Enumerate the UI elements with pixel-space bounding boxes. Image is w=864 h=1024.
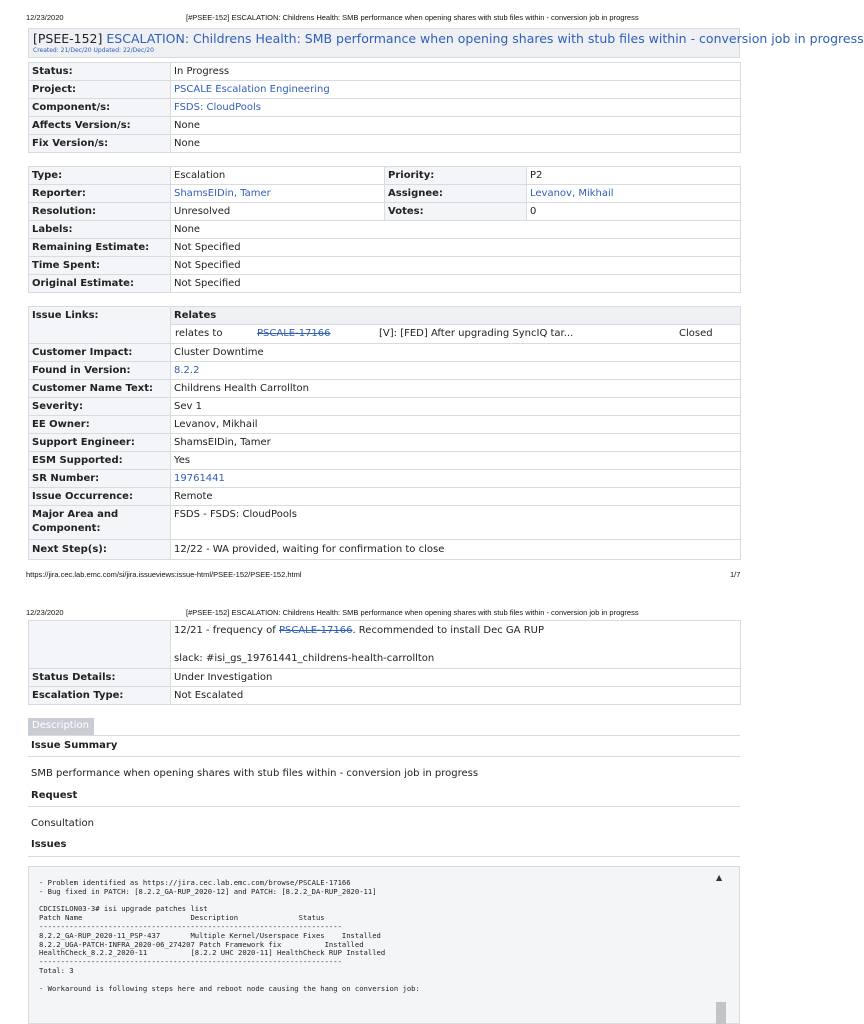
- field-label: Project:: [29, 81, 171, 99]
- severity-label: Severity:: [29, 398, 171, 416]
- next-steps-prefix: 12/21 - frequency of: [174, 625, 279, 636]
- esm-supported-value: Yes: [171, 452, 741, 470]
- custom-fields-table: [28, 306, 741, 560]
- reporter-label: Reporter:: [29, 185, 171, 203]
- linked-issue-summary: [V]: [FED] After upgrading SyncIQ tar...: [379, 328, 574, 339]
- votes-label: Votes:: [385, 203, 527, 221]
- print-title: [#PSEE-152] ESCALATION: Childrens Health: SMB performance when opening shares with stub files within - conversion job in progress: [186, 13, 639, 22]
- issue-occurrence-value: Remote: [171, 488, 741, 506]
- resolution-label: Resolution:: [29, 203, 171, 221]
- next-steps-line: [174, 625, 544, 636]
- next-steps-continued-label: [29, 621, 171, 669]
- esm-supported-label: ESM Supported:: [29, 452, 171, 470]
- field-label: Status:: [29, 63, 171, 81]
- support-engineer-value: ShamsEIDin, Tamer: [171, 434, 741, 452]
- field-label: Affects Version/s:: [29, 117, 171, 135]
- found-in-version-label: Found in Version:: [29, 362, 171, 380]
- issue-title: [33, 31, 864, 46]
- print-date-2: 12/23/2020: [26, 608, 64, 617]
- issues-heading: Issues: [31, 839, 67, 850]
- time-spent-value: Not Specified: [171, 257, 741, 275]
- issue-key: [PSEE-152]: [33, 31, 103, 46]
- relates-heading: Relates: [171, 307, 741, 325]
- major-area-value: FSDS - FSDS: CloudPools: [171, 506, 741, 540]
- description-tab: Description: [28, 718, 94, 735]
- linked-issue-status: Closed: [679, 328, 713, 339]
- time-spent-label: Time Spent:: [29, 257, 171, 275]
- escalation-type-label: Escalation Type:: [29, 687, 171, 705]
- customer-impact-value: Cluster Downtime: [171, 344, 741, 362]
- votes-value: 0: [527, 203, 741, 221]
- project-link[interactable]: PSCALE Escalation Engineering: [174, 84, 330, 95]
- issue-summary-divider: [28, 756, 740, 757]
- found-in-version-link[interactable]: 8.2.2: [174, 365, 200, 376]
- issue-summary-link[interactable]: ESCALATION: Childrens Health: SMB performance when opening shares with stub files within - conversion job in progress: [106, 31, 864, 46]
- created-updated: Created: 21/Dec/20 Updated: 22/Dec/20: [33, 47, 154, 54]
- field-row-component: [29, 99, 741, 117]
- continued-fields-table: [28, 620, 741, 705]
- top-fields-table: [28, 62, 741, 153]
- assignee-link[interactable]: Levanov, Mikhail: [530, 188, 614, 199]
- affects-version-value: None: [171, 117, 741, 135]
- scroll-up-arrow-icon[interactable]: ▲: [716, 873, 723, 882]
- issues-divider: [28, 856, 740, 857]
- field-label: Fix Version/s:: [29, 135, 171, 153]
- support-engineer-label: Support Engineer:: [29, 434, 171, 452]
- sr-number-label: SR Number:: [29, 470, 171, 488]
- next-steps-suffix: . Recommended to install Dec GA RUP: [352, 625, 545, 636]
- priority-label: Priority:: [385, 167, 527, 185]
- next-steps-continued-value: [171, 621, 741, 669]
- resolution-value: Unresolved: [171, 203, 385, 221]
- print-url: https://jira.cec.lab.emc.com/si/jira.issueviews:issue-html/PSEE-152/PSEE-152.html: [26, 570, 302, 579]
- status-value: In Progress: [171, 63, 741, 81]
- scrollbar-thumb[interactable]: [716, 1002, 726, 1024]
- page-number: 1/7: [730, 570, 741, 579]
- field-row-fix-version: [29, 135, 741, 153]
- print-title-2: [#PSEE-152] ESCALATION: Childrens Health: SMB performance when opening shares with stub files within - conversion job in progress: [186, 608, 639, 617]
- ee-owner-value: Levanov, Mikhail: [171, 416, 741, 434]
- escalation-type-value: Not Escalated: [171, 687, 741, 705]
- field-row-project: [29, 81, 741, 99]
- frequency-issue-link[interactable]: PSCALE-17166: [278, 625, 353, 636]
- status-details-value: Under Investigation: [171, 669, 741, 687]
- link-row: [171, 325, 741, 344]
- slack-channel: slack: #isi_gs_19761441_childrens-health-carrollton: [174, 653, 435, 664]
- ee-owner-label: EE Owner:: [29, 416, 171, 434]
- request-divider: [28, 806, 740, 807]
- issue-summary-text: SMB performance when opening shares with stub files within - conversion job in progress: [31, 768, 479, 779]
- issue-title-box: [28, 28, 864, 58]
- customer-name-label: Customer Name Text:: [29, 380, 171, 398]
- labels-label: Labels:: [29, 221, 171, 239]
- field-row-affects-version: [29, 117, 741, 135]
- component-link[interactable]: FSDS: CloudPools: [174, 102, 261, 113]
- request-text: Consultation: [31, 818, 94, 829]
- issue-links-label: Issue Links:: [29, 307, 171, 344]
- reporter-link[interactable]: ShamsEIDin, Tamer: [174, 188, 271, 199]
- assignee-label: Assignee:: [385, 185, 527, 203]
- next-steps-value: 12/22 - WA provided, waiting for confirmation to close: [171, 540, 741, 560]
- sr-number-link[interactable]: 19761441: [174, 473, 225, 484]
- status-details-label: Status Details:: [29, 669, 171, 687]
- original-estimate-value: Not Specified: [171, 275, 741, 293]
- type-label: Type:: [29, 167, 171, 185]
- code-text: - Problem identified as https://jira.cec.lab.emc.com/browse/PSCALE-17166 - Bug fixed in PATCH: [8.2.2_GA-RUP_2020-12] and PATCH: [8.2.2_DA-RUP_2020-11] CDCISILON03-3# isi upgrade patches list Patch Name Description Status ---------------------------------------------------------------------- 8.2.2_GA-RUP_2020-11_PSP-437 Multiple Kernel/Userspace Fixes Installed 8.2.2_UGA-PATCH-INFRA_2020-06_274207 Patch Framework fix Installed HealthCheck_8.2.2_2020-11 [8.2.2 UHC 2020-11] HealthCheck RUP Installed ---------------------------------------------------------------------- Total: 3 - Workaround is following steps here and reboot node causing the hang on conversion job:: [39, 878, 420, 993]
- severity-value: Sev 1: [171, 398, 741, 416]
- request-heading: Request: [31, 790, 78, 801]
- field-label: Component/s:: [29, 99, 171, 117]
- issue-summary-heading: Issue Summary: [31, 740, 118, 751]
- code-block[interactable]: [28, 866, 740, 1024]
- field-row-status: [29, 63, 741, 81]
- fix-version-value: None: [171, 135, 741, 153]
- customer-name-value: Childrens Health Carrollton: [171, 380, 741, 398]
- major-area-label: Major Area and Component:: [29, 506, 171, 540]
- print-date: 12/23/2020: [26, 13, 64, 22]
- relates-to-text: relates to: [175, 328, 223, 339]
- remaining-estimate-value: Not Specified: [171, 239, 741, 257]
- description-divider: [28, 735, 740, 736]
- linked-issue-key[interactable]: PSCALE-17166: [257, 328, 331, 339]
- customer-impact-label: Customer Impact:: [29, 344, 171, 362]
- next-steps-label: Next Step(s):: [29, 540, 171, 560]
- original-estimate-label: Original Estimate:: [29, 275, 171, 293]
- labels-value: None: [171, 221, 741, 239]
- type-value: Escalation: [171, 167, 385, 185]
- priority-value: P2: [527, 167, 741, 185]
- details-table: [28, 166, 741, 293]
- issue-occurrence-label: Issue Occurrence:: [29, 488, 171, 506]
- remaining-estimate-label: Remaining Estimate:: [29, 239, 171, 257]
